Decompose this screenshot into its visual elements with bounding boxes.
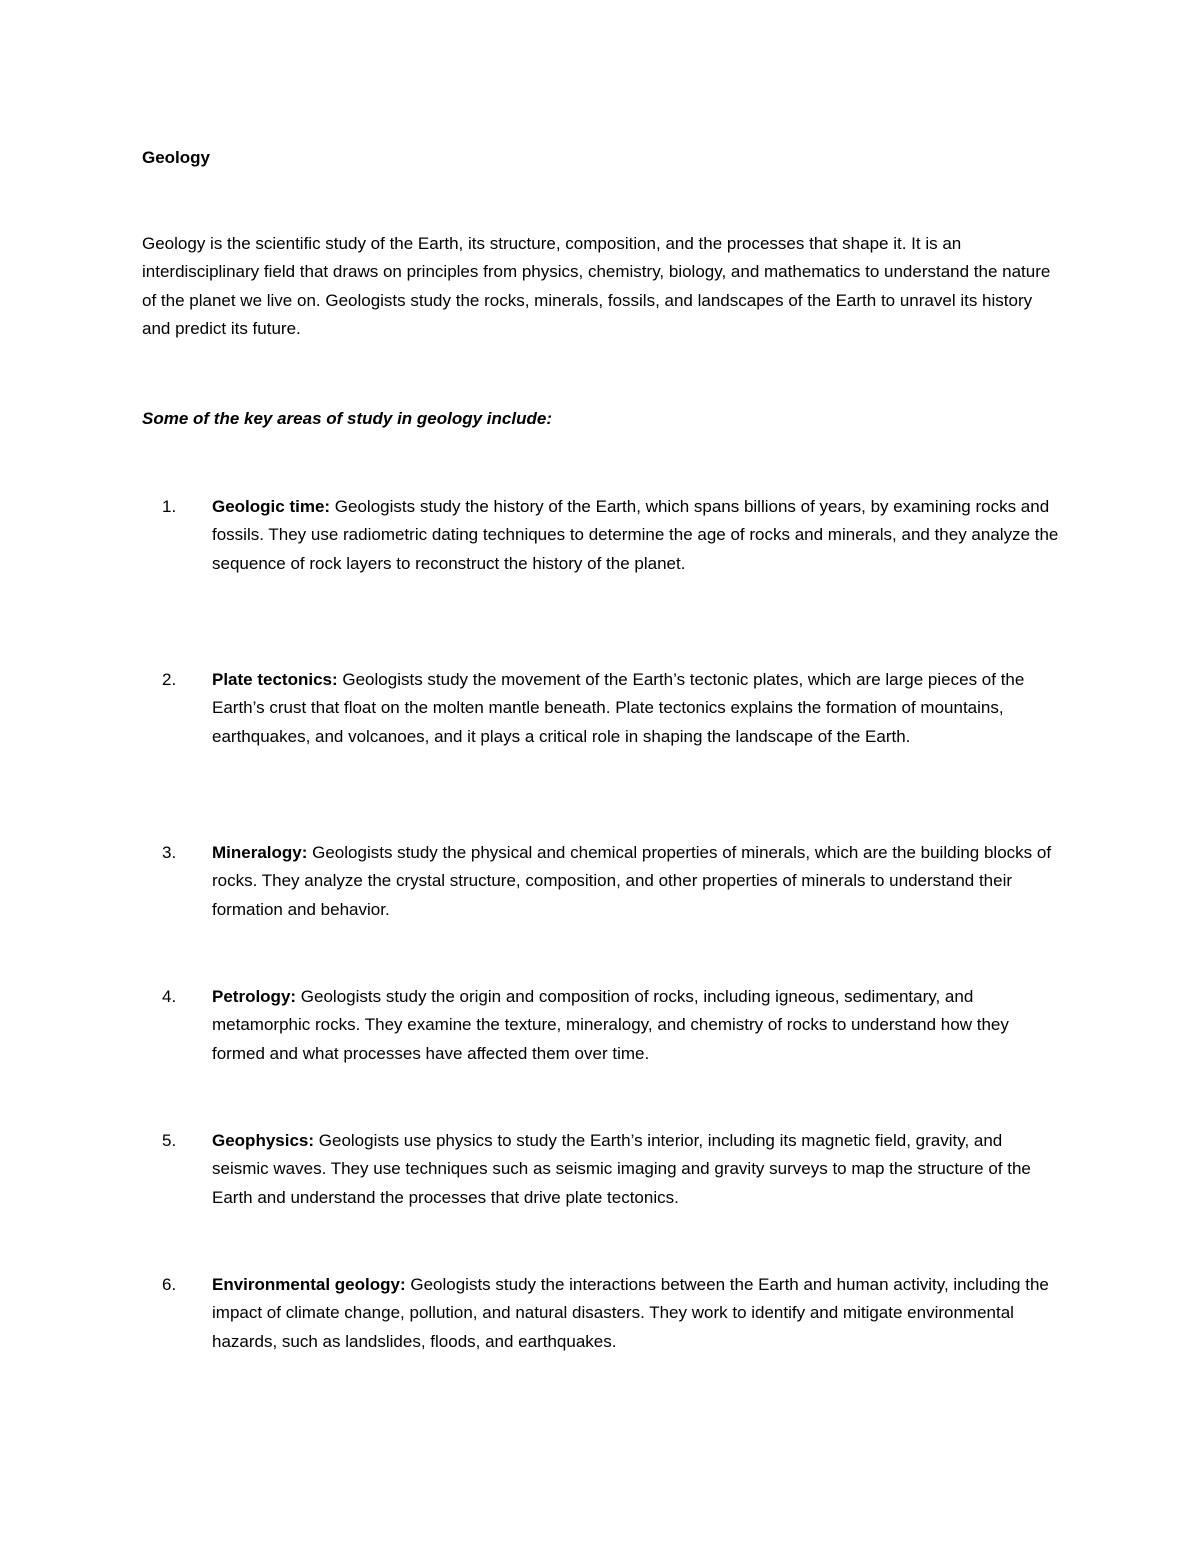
list-item-body xyxy=(212,839,1062,924)
list-item-text: Geologists use physics to study the Earth’s interior, including its magnetic field, gravity, and seismic waves. They use techniques such as seismic imaging and gravity surveys to map the structure of the Earth and understand the processes that drive plate tectonics. xyxy=(212,1131,1031,1207)
list-item xyxy=(142,493,1062,578)
list-item-number: 3. xyxy=(162,843,177,862)
list-item-body xyxy=(212,1271,1062,1356)
list-item xyxy=(142,1271,1062,1356)
list-item xyxy=(142,666,1062,751)
list-item-term: Environmental geology: xyxy=(212,1275,406,1294)
list-item-term: Geologic time: xyxy=(212,497,331,516)
list-item-text: Geologists study the physical and chemical properties of minerals, which are the building blocks of rocks. They analyze the crystal structure, composition, and other properties of minerals to understand their formation and behavior. xyxy=(212,843,1052,919)
list-item-term: Petrology: xyxy=(212,987,297,1006)
list-item-term: Mineralogy: xyxy=(212,843,308,862)
key-areas-subheading: Some of the key areas of study in geology include: xyxy=(142,409,552,428)
list-item-number: 6. xyxy=(162,1275,177,1294)
list-item-text: Geologists study the interactions between the Earth and human activity, including the impact of climate change, pollution, and natural disasters. They work to identify and mitigate environmental hazards, such as landslides, floods, and earthquakes. xyxy=(212,1275,1049,1351)
list-item-term: Plate tectonics: xyxy=(212,670,338,689)
list-item xyxy=(142,839,1062,924)
list-item-text: Geologists study the movement of the Earth’s tectonic plates, which are large pieces of the Earth’s crust that float on the molten mantle beneath. Plate tectonics explains the formation of mountains, earthquakes, and volcanoes, and it plays a critical role in shaping the landscape of the Earth. xyxy=(212,670,1025,746)
list-item-body xyxy=(212,493,1062,578)
list-item-text: Geologists study the history of the Earth, which spans billions of years, by examining rocks and fossils. They use radiometric dating techniques to determine the age of rocks and minerals, and they analyze the sequence of rock layers to reconstruct the history of the planet. xyxy=(212,497,1059,573)
list-item-body xyxy=(212,666,1062,751)
list-item xyxy=(142,983,1062,1068)
list-item-body xyxy=(212,1127,1062,1212)
list-item-number: 4. xyxy=(162,987,177,1006)
list-item-number: 1. xyxy=(162,497,177,516)
document-title: Geology xyxy=(142,148,211,167)
list-item xyxy=(142,1127,1062,1212)
list-item-text: Geologists study the origin and composition of rocks, including igneous, sedimentary, and metamorphic rocks. They examine the texture, mineralogy, and chemistry of rocks to understand how they formed and what processes have affected them over time. xyxy=(212,987,1009,1063)
list-item-number: 5. xyxy=(162,1131,177,1150)
intro-paragraph: Geology is the scientific study of the Earth, its structure, composition, and the processes that shape it. It is an interdisciplinary field that draws on principles from physics, chemistry, biology, and mathematics to understand the nature of the planet we live on. Geologists study the rocks, minerals, fossils, and landscapes of the Earth to unravel its history and predict its future. xyxy=(142,234,1051,339)
list-item-body xyxy=(212,983,1062,1068)
list-item-term: Geophysics: xyxy=(212,1131,315,1150)
list-item-number: 2. xyxy=(162,670,177,689)
